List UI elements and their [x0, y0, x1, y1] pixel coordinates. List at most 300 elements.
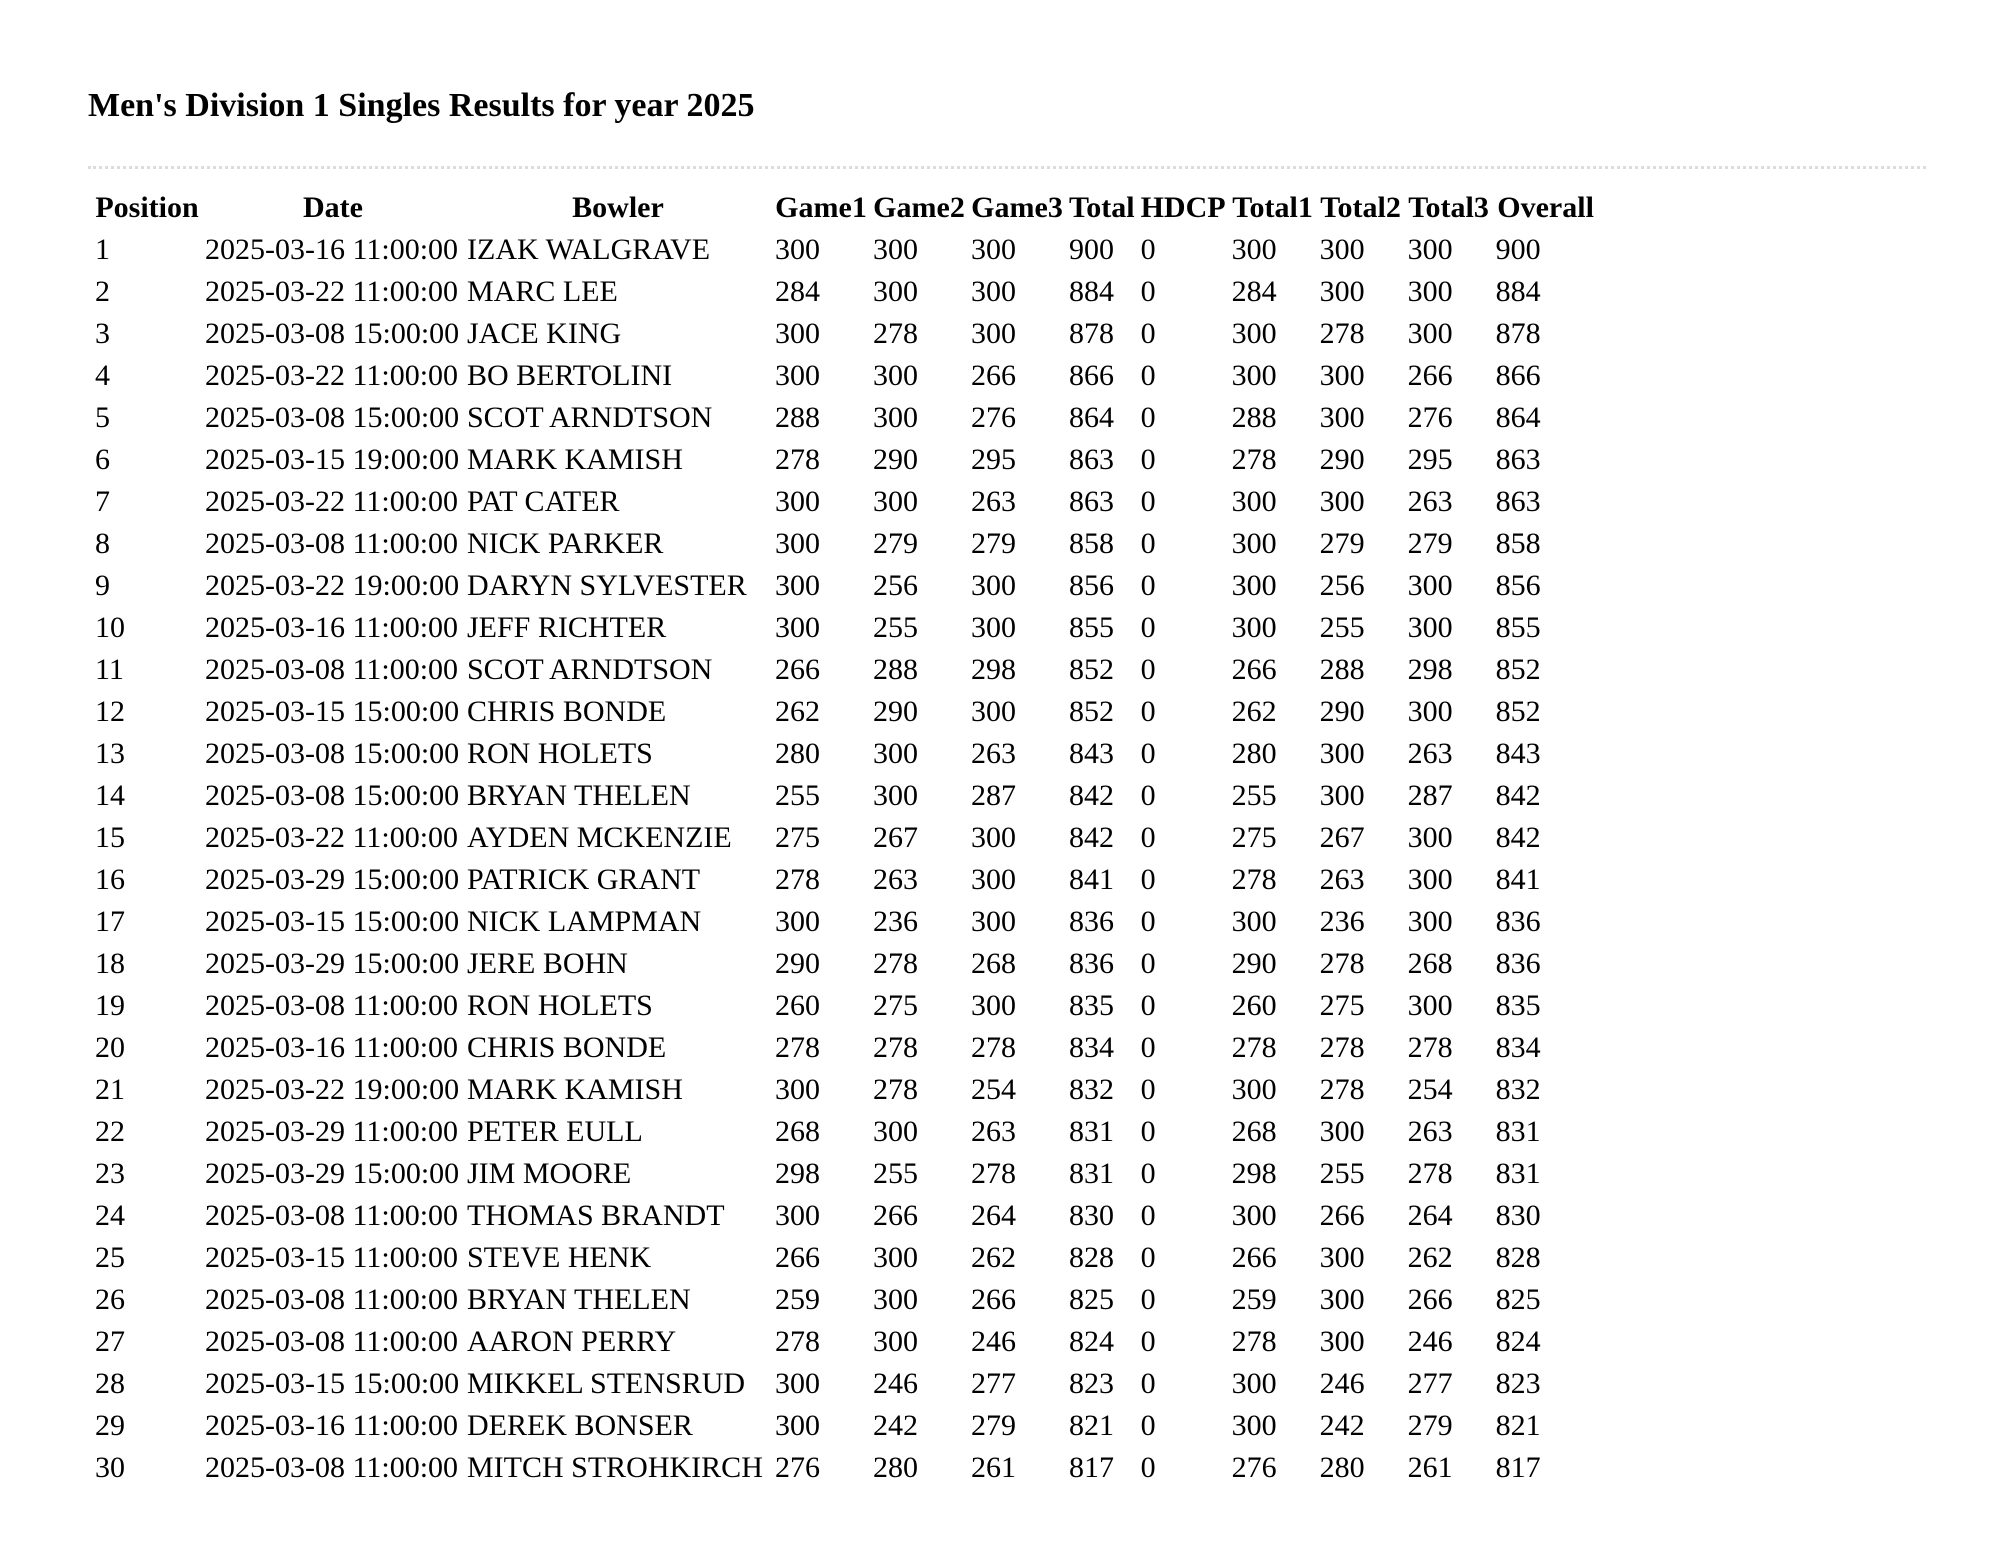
cell-game1: 300 — [775, 1199, 820, 1232]
cell-overall: 825 — [1495, 1283, 1541, 1316]
cell-hdcp: 0 — [1140, 989, 1156, 1022]
cell-game2: 278 — [873, 317, 918, 350]
cell-total3: 254 — [1407, 1073, 1453, 1106]
cell-hdcp: 0 — [1140, 1031, 1156, 1064]
cell-position: 10 — [95, 611, 125, 644]
cell-total3: 279 — [1407, 527, 1453, 560]
cell-date: 2025-03-22 19:00:00 — [205, 569, 460, 602]
cell-total1: 259 — [1231, 1283, 1277, 1316]
cell-game2: 255 — [873, 1157, 918, 1190]
cell-total2: 263 — [1319, 863, 1365, 896]
cell-game1: 278 — [775, 443, 820, 476]
cell-bowler: SCOT ARNDTSON — [467, 401, 713, 434]
table-row — [94, 1027, 1597, 1069]
cell-position: 14 — [95, 779, 125, 812]
cell-total1: 300 — [1231, 1409, 1277, 1442]
cell-game3: 279 — [971, 527, 1016, 560]
cell-overall: 835 — [1495, 989, 1541, 1022]
cell-total1: 290 — [1231, 947, 1277, 980]
cell-game2: 300 — [873, 1325, 918, 1358]
cell-total2: 290 — [1319, 695, 1365, 728]
table-row — [94, 439, 1597, 481]
cell-game1: 266 — [775, 1241, 820, 1274]
cell-date: 2025-03-15 19:00:00 — [205, 443, 460, 476]
cell-hdcp: 0 — [1140, 695, 1156, 728]
table-header-row — [94, 187, 1597, 229]
cell-date: 2025-03-22 19:00:00 — [205, 1073, 460, 1106]
cell-total1: 278 — [1231, 443, 1277, 476]
cell-total2: 280 — [1319, 1451, 1365, 1484]
column-header-game3: Game3 — [971, 191, 1063, 224]
cell-total3: 276 — [1407, 401, 1453, 434]
cell-game3: 277 — [971, 1367, 1016, 1400]
cell-total: 817 — [1069, 1451, 1114, 1484]
cell-total2: 300 — [1319, 1283, 1365, 1316]
cell-total: 855 — [1069, 611, 1114, 644]
cell-bowler: MITCH STROHKIRCH — [467, 1451, 763, 1484]
cell-hdcp: 0 — [1140, 233, 1156, 266]
table-row — [94, 1153, 1597, 1195]
cell-game1: 300 — [775, 1073, 820, 1106]
cell-total1: 260 — [1231, 989, 1277, 1022]
cell-hdcp: 0 — [1140, 527, 1156, 560]
cell-game2: 263 — [873, 863, 918, 896]
cell-total1: 266 — [1231, 653, 1277, 686]
cell-total3: 300 — [1407, 317, 1453, 350]
cell-game2: 278 — [873, 947, 918, 980]
cell-total3: 268 — [1407, 947, 1453, 980]
cell-bowler: RON HOLETS — [467, 989, 653, 1022]
cell-game1: 260 — [775, 989, 820, 1022]
cell-game3: 287 — [971, 779, 1016, 812]
cell-date: 2025-03-15 15:00:00 — [205, 905, 460, 938]
cell-overall: 863 — [1495, 443, 1541, 476]
cell-game2: 267 — [873, 821, 918, 854]
cell-overall: 823 — [1495, 1367, 1541, 1400]
cell-game1: 278 — [775, 1325, 820, 1358]
cell-game3: 246 — [971, 1325, 1016, 1358]
cell-game3: 295 — [971, 443, 1016, 476]
cell-total2: 300 — [1319, 485, 1365, 518]
cell-total3: 300 — [1407, 695, 1453, 728]
cell-overall: 842 — [1495, 821, 1541, 854]
cell-total2: 236 — [1319, 905, 1365, 938]
cell-game3: 262 — [971, 1241, 1016, 1274]
cell-game2: 290 — [873, 443, 918, 476]
cell-total3: 300 — [1407, 611, 1453, 644]
cell-date: 2025-03-15 15:00:00 — [205, 1367, 460, 1400]
results-table — [90, 187, 1601, 1489]
cell-position: 17 — [95, 905, 125, 938]
cell-date: 2025-03-16 11:00:00 — [205, 611, 459, 644]
table-row — [94, 817, 1597, 859]
cell-overall: 884 — [1495, 275, 1541, 308]
column-header-total2: Total2 — [1320, 191, 1401, 224]
cell-total2: 278 — [1319, 947, 1365, 980]
cell-bowler: PATRICK GRANT — [467, 863, 701, 896]
table-row — [94, 481, 1597, 523]
table-row — [94, 313, 1597, 355]
cell-game3: 266 — [971, 359, 1016, 392]
cell-game1: 268 — [775, 1115, 820, 1148]
cell-game1: 300 — [775, 1367, 820, 1400]
cell-total3: 300 — [1407, 863, 1453, 896]
cell-hdcp: 0 — [1140, 1283, 1156, 1316]
cell-overall: 830 — [1495, 1199, 1541, 1232]
cell-date: 2025-03-08 15:00:00 — [205, 779, 460, 812]
table-row — [94, 649, 1597, 691]
cell-bowler: JEFF RICHTER — [467, 611, 667, 644]
cell-game3: 300 — [971, 317, 1016, 350]
cell-total2: 288 — [1319, 653, 1365, 686]
cell-total1: 278 — [1231, 863, 1277, 896]
cell-total: 878 — [1069, 317, 1114, 350]
cell-overall: 834 — [1495, 1031, 1541, 1064]
table-row — [94, 733, 1597, 775]
cell-game3: 300 — [971, 233, 1016, 266]
cell-total1: 300 — [1231, 233, 1277, 266]
cell-total3: 263 — [1407, 485, 1453, 518]
cell-hdcp: 0 — [1140, 569, 1156, 602]
cell-total2: 290 — [1319, 443, 1365, 476]
cell-position: 19 — [95, 989, 125, 1022]
cell-bowler: CHRIS BONDE — [467, 695, 667, 728]
cell-total: 841 — [1069, 863, 1114, 896]
cell-bowler: THOMAS BRANDT — [467, 1199, 725, 1232]
cell-game1: 288 — [775, 401, 820, 434]
table-row — [94, 355, 1597, 397]
column-header-bowler: Bowler — [572, 191, 664, 224]
cell-game2: 290 — [873, 695, 918, 728]
cell-game3: 254 — [971, 1073, 1016, 1106]
cell-total3: 277 — [1407, 1367, 1453, 1400]
cell-hdcp: 0 — [1140, 947, 1156, 980]
cell-overall: 817 — [1495, 1451, 1541, 1484]
cell-position: 11 — [95, 653, 124, 686]
cell-date: 2025-03-22 11:00:00 — [205, 485, 459, 518]
cell-date: 2025-03-08 11:00:00 — [205, 653, 459, 686]
cell-total: 900 — [1069, 233, 1114, 266]
cell-hdcp: 0 — [1140, 1409, 1156, 1442]
cell-total: 842 — [1069, 821, 1114, 854]
cell-total: 852 — [1069, 653, 1114, 686]
cell-hdcp: 0 — [1140, 1073, 1156, 1106]
cell-total2: 255 — [1319, 1157, 1365, 1190]
table-row — [94, 691, 1597, 733]
cell-total1: 300 — [1231, 485, 1277, 518]
column-header-total3: Total3 — [1408, 191, 1489, 224]
cell-total3: 300 — [1407, 275, 1453, 308]
cell-total3: 295 — [1407, 443, 1453, 476]
cell-overall: 843 — [1495, 737, 1541, 770]
cell-game3: 300 — [971, 611, 1016, 644]
cell-total2: 278 — [1319, 1031, 1365, 1064]
cell-bowler: CHRIS BONDE — [467, 1031, 667, 1064]
cell-date: 2025-03-08 11:00:00 — [205, 1199, 459, 1232]
cell-bowler: JACE KING — [467, 317, 622, 350]
cell-game3: 263 — [971, 737, 1016, 770]
cell-overall: 856 — [1495, 569, 1541, 602]
cell-date: 2025-03-29 15:00:00 — [205, 947, 460, 980]
cell-overall: 864 — [1495, 401, 1541, 434]
cell-game1: 300 — [775, 359, 820, 392]
cell-total2: 278 — [1319, 317, 1365, 350]
cell-total3: 263 — [1407, 1115, 1453, 1148]
cell-bowler: SCOT ARNDTSON — [467, 653, 713, 686]
title-divider — [88, 166, 1926, 169]
cell-overall: 831 — [1495, 1157, 1541, 1190]
cell-bowler: MARK KAMISH — [467, 1073, 683, 1106]
cell-date: 2025-03-29 11:00:00 — [205, 1115, 459, 1148]
cell-date: 2025-03-16 11:00:00 — [205, 1409, 459, 1442]
cell-total: 824 — [1069, 1325, 1114, 1358]
column-header-total: Total — [1069, 191, 1135, 224]
cell-game1: 300 — [775, 905, 820, 938]
cell-position: 21 — [95, 1073, 125, 1106]
cell-overall: 836 — [1495, 905, 1541, 938]
cell-date: 2025-03-08 11:00:00 — [205, 1283, 459, 1316]
table-row — [94, 1069, 1597, 1111]
cell-game3: 279 — [971, 1409, 1016, 1442]
cell-total1: 278 — [1231, 1031, 1277, 1064]
column-header-position: Position — [95, 191, 199, 224]
cell-position: 27 — [95, 1325, 125, 1358]
cell-game2: 300 — [873, 1115, 918, 1148]
cell-total: 825 — [1069, 1283, 1114, 1316]
cell-bowler: AARON PERRY — [467, 1325, 677, 1358]
table-row — [94, 1447, 1597, 1489]
cell-total2: 300 — [1319, 1115, 1365, 1148]
cell-bowler: STEVE HENK — [467, 1241, 652, 1274]
cell-total2: 300 — [1319, 737, 1365, 770]
cell-total1: 278 — [1231, 1325, 1277, 1358]
cell-overall: 836 — [1495, 947, 1541, 980]
cell-total1: 300 — [1231, 905, 1277, 938]
table-row — [94, 271, 1597, 313]
table-row — [94, 1279, 1597, 1321]
cell-position: 16 — [95, 863, 125, 896]
cell-hdcp: 0 — [1140, 1325, 1156, 1358]
cell-total: 866 — [1069, 359, 1114, 392]
cell-total1: 300 — [1231, 569, 1277, 602]
cell-total: 831 — [1069, 1157, 1114, 1190]
cell-total1: 284 — [1231, 275, 1277, 308]
cell-bowler: NICK LAMPMAN — [467, 905, 702, 938]
cell-hdcp: 0 — [1140, 1367, 1156, 1400]
cell-total1: 300 — [1231, 1073, 1277, 1106]
cell-hdcp: 0 — [1140, 1451, 1156, 1484]
table-row — [94, 901, 1597, 943]
cell-total: 828 — [1069, 1241, 1114, 1274]
cell-game1: 262 — [775, 695, 820, 728]
cell-total3: 263 — [1407, 737, 1453, 770]
cell-overall: 900 — [1495, 233, 1541, 266]
cell-total: 863 — [1069, 443, 1114, 476]
cell-game1: 266 — [775, 653, 820, 686]
cell-game1: 300 — [775, 569, 820, 602]
table-row — [94, 1405, 1597, 1447]
cell-total1: 266 — [1231, 1241, 1277, 1274]
table-row — [94, 1363, 1597, 1405]
cell-game2: 266 — [873, 1199, 918, 1232]
cell-game2: 278 — [873, 1073, 918, 1106]
cell-game2: 300 — [873, 401, 918, 434]
table-row — [94, 607, 1597, 649]
cell-total: 831 — [1069, 1115, 1114, 1148]
cell-game1: 300 — [775, 233, 820, 266]
cell-game2: 246 — [873, 1367, 918, 1400]
cell-game1: 300 — [775, 1409, 820, 1442]
cell-total: 858 — [1069, 527, 1114, 560]
cell-position: 7 — [95, 485, 110, 518]
table-row — [94, 775, 1597, 817]
cell-total2: 300 — [1319, 779, 1365, 812]
cell-total3: 266 — [1407, 359, 1453, 392]
cell-hdcp: 0 — [1140, 443, 1156, 476]
cell-date: 2025-03-22 11:00:00 — [205, 359, 459, 392]
cell-total3: 298 — [1407, 653, 1453, 686]
cell-total1: 300 — [1231, 1367, 1277, 1400]
cell-bowler: PETER EULL — [467, 1115, 643, 1148]
column-header-overall: Overall — [1497, 191, 1594, 224]
cell-date: 2025-03-08 11:00:00 — [205, 1325, 459, 1358]
cell-game1: 278 — [775, 1031, 820, 1064]
cell-bowler: RON HOLETS — [467, 737, 653, 770]
cell-game2: 300 — [873, 779, 918, 812]
cell-game3: 300 — [971, 905, 1016, 938]
cell-total: 836 — [1069, 947, 1114, 980]
cell-game2: 300 — [873, 275, 918, 308]
cell-position: 22 — [95, 1115, 125, 1148]
cell-bowler: MARK KAMISH — [467, 443, 683, 476]
cell-game2: 300 — [873, 233, 918, 266]
cell-position: 1 — [95, 233, 110, 266]
cell-total3: 246 — [1407, 1325, 1453, 1358]
cell-total1: 268 — [1231, 1115, 1277, 1148]
table-row — [94, 397, 1597, 439]
cell-date: 2025-03-15 11:00:00 — [205, 1241, 459, 1274]
cell-game2: 300 — [873, 737, 918, 770]
cell-game3: 264 — [971, 1199, 1016, 1232]
column-header-date: Date — [303, 191, 363, 224]
cell-hdcp: 0 — [1140, 359, 1156, 392]
cell-game3: 261 — [971, 1451, 1016, 1484]
cell-game2: 236 — [873, 905, 918, 938]
cell-bowler: PAT CATER — [467, 485, 620, 518]
cell-game1: 300 — [775, 485, 820, 518]
cell-date: 2025-03-16 11:00:00 — [205, 233, 459, 266]
table-row — [94, 1321, 1597, 1363]
cell-position: 9 — [95, 569, 110, 602]
cell-game3: 268 — [971, 947, 1016, 980]
cell-game3: 300 — [971, 821, 1016, 854]
cell-position: 28 — [95, 1367, 125, 1400]
table-row — [94, 943, 1597, 985]
cell-total: 835 — [1069, 989, 1114, 1022]
cell-bowler: AYDEN MCKENZIE — [467, 821, 732, 854]
cell-overall: 852 — [1495, 653, 1541, 686]
cell-game2: 300 — [873, 359, 918, 392]
cell-total2: 300 — [1319, 1325, 1365, 1358]
cell-date: 2025-03-15 15:00:00 — [205, 695, 460, 728]
table-row — [94, 1195, 1597, 1237]
cell-total3: 278 — [1407, 1157, 1453, 1190]
cell-bowler: NICK PARKER — [467, 527, 664, 560]
cell-position: 13 — [95, 737, 125, 770]
cell-total2: 266 — [1319, 1199, 1365, 1232]
cell-overall: 842 — [1495, 779, 1541, 812]
cell-hdcp: 0 — [1140, 611, 1156, 644]
cell-game1: 300 — [775, 611, 820, 644]
table-row — [94, 859, 1597, 901]
cell-position: 29 — [95, 1409, 125, 1442]
cell-total2: 278 — [1319, 1073, 1365, 1106]
cell-hdcp: 0 — [1140, 275, 1156, 308]
cell-bowler: BRYAN THELEN — [467, 1283, 691, 1316]
cell-position: 4 — [95, 359, 110, 392]
cell-total: 821 — [1069, 1409, 1114, 1442]
cell-position: 2 — [95, 275, 110, 308]
cell-total: 863 — [1069, 485, 1114, 518]
cell-hdcp: 0 — [1140, 821, 1156, 854]
cell-position: 8 — [95, 527, 110, 560]
cell-hdcp: 0 — [1140, 905, 1156, 938]
cell-date: 2025-03-08 11:00:00 — [205, 1451, 459, 1484]
cell-game2: 300 — [873, 1241, 918, 1274]
cell-game1: 298 — [775, 1157, 820, 1190]
table-row — [94, 1111, 1597, 1153]
cell-game3: 300 — [971, 569, 1016, 602]
cell-total1: 262 — [1231, 695, 1277, 728]
cell-game3: 276 — [971, 401, 1016, 434]
cell-hdcp: 0 — [1140, 1115, 1156, 1148]
cell-total3: 279 — [1407, 1409, 1453, 1442]
cell-hdcp: 0 — [1140, 1241, 1156, 1274]
cell-game3: 300 — [971, 989, 1016, 1022]
cell-position: 30 — [95, 1451, 125, 1484]
column-header-total1: Total1 — [1232, 191, 1313, 224]
cell-date: 2025-03-08 15:00:00 — [205, 737, 460, 770]
cell-position: 5 — [95, 401, 110, 434]
cell-total: 823 — [1069, 1367, 1114, 1400]
cell-game2: 278 — [873, 1031, 918, 1064]
cell-game2: 280 — [873, 1451, 918, 1484]
cell-game2: 242 — [873, 1409, 918, 1442]
cell-total1: 300 — [1231, 527, 1277, 560]
cell-total3: 287 — [1407, 779, 1453, 812]
cell-game3: 300 — [971, 863, 1016, 896]
cell-total2: 242 — [1319, 1409, 1365, 1442]
cell-bowler: JERE BOHN — [467, 947, 628, 980]
cell-game3: 300 — [971, 695, 1016, 728]
table-row — [94, 523, 1597, 565]
cell-game3: 298 — [971, 653, 1016, 686]
cell-date: 2025-03-08 11:00:00 — [205, 989, 459, 1022]
cell-total1: 300 — [1231, 611, 1277, 644]
cell-game3: 278 — [971, 1031, 1016, 1064]
cell-bowler: MIKKEL STENSRUD — [467, 1367, 746, 1400]
cell-total2: 279 — [1319, 527, 1365, 560]
cell-date: 2025-03-16 11:00:00 — [205, 1031, 459, 1064]
cell-position: 15 — [95, 821, 125, 854]
cell-total3: 278 — [1407, 1031, 1453, 1064]
column-header-game1: Game1 — [775, 191, 867, 224]
cell-total2: 300 — [1319, 401, 1365, 434]
cell-overall: 855 — [1495, 611, 1541, 644]
cell-total1: 276 — [1231, 1451, 1277, 1484]
cell-total1: 300 — [1231, 317, 1277, 350]
cell-position: 25 — [95, 1241, 125, 1274]
